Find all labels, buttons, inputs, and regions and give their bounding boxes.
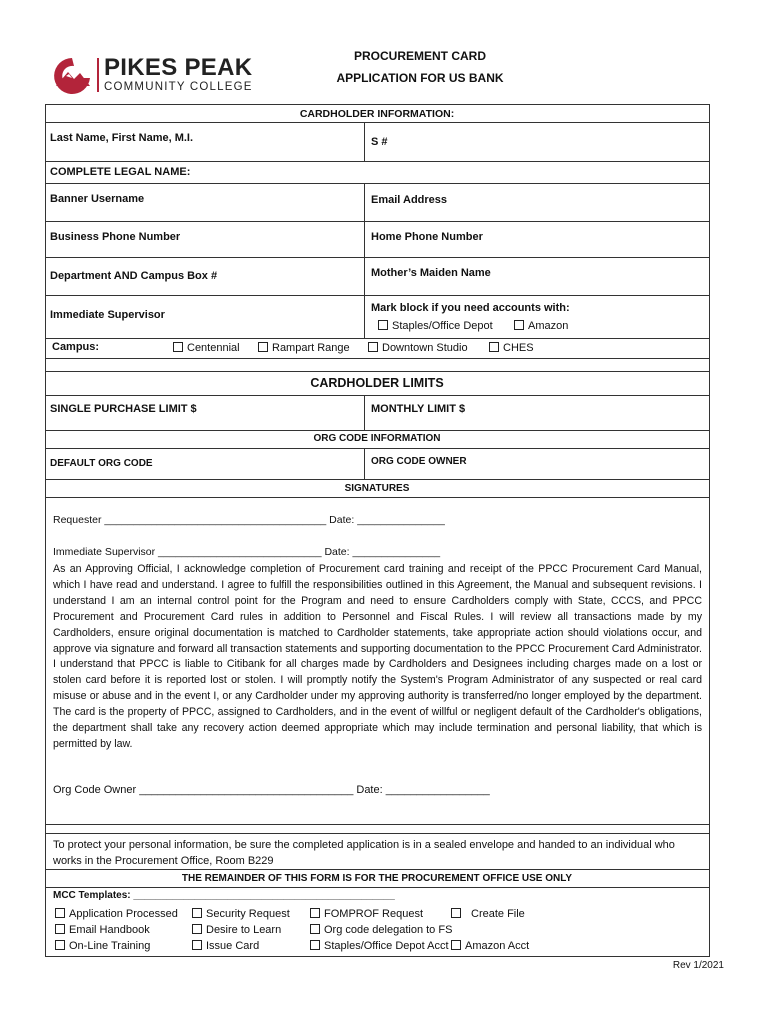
campus-option-rampart-range[interactable]: Rampart Range [258, 342, 350, 354]
privacy-notice: To protect your personal information, be sure the completed application is in a sealed envelope and handed to an individual who works in the Procurement Office, Room B229 [53, 839, 675, 867]
checkbox-icon[interactable] [310, 908, 320, 918]
office-check-desire-to-learn[interactable]: Desire to Learn [192, 924, 281, 936]
checkbox-icon[interactable] [451, 940, 461, 950]
last-name-field[interactable] [46, 123, 363, 160]
section-org-code: ORG CODE INFORMATION [313, 433, 441, 444]
checkbox-icon[interactable] [192, 940, 202, 950]
office-check-staples-acct[interactable]: Staples/Office Depot Acct [310, 940, 449, 952]
department-label: Department AND Campus Box # [50, 270, 218, 282]
campus-option-ches[interactable]: CHES [489, 342, 534, 354]
checkbox-icon[interactable] [55, 908, 65, 918]
s-number-label: S # [371, 136, 388, 148]
supervisor-signature-line[interactable]: Immediate Supervisor ____________________________ Date: _______________ [53, 546, 441, 558]
checkbox-icon[interactable] [55, 924, 65, 934]
form-title-line1: PROCUREMENT CARD [354, 49, 486, 63]
checkbox-icon[interactable] [55, 940, 65, 950]
logo-subtitle: COMMUNITY COLLEGE [104, 81, 253, 93]
requester-signature-line[interactable]: Requester ______________________________________ Date: _______________ [53, 514, 445, 526]
single-purchase-limit-field[interactable] [200, 396, 363, 429]
supervisor-label: Immediate Supervisor [50, 309, 165, 321]
banner-username-field[interactable] [46, 184, 363, 220]
home-phone-field[interactable] [365, 222, 708, 256]
legal-name-field[interactable] [200, 162, 708, 182]
checkbox-icon[interactable] [192, 924, 202, 934]
checkbox-icon[interactable] [489, 342, 499, 352]
checkbox-icon[interactable] [310, 940, 320, 950]
logo-name: PIKES PEAK [104, 54, 253, 81]
org-code-owner-field[interactable] [470, 449, 708, 478]
maiden-name-field[interactable] [365, 258, 708, 294]
office-check-org-code-delegation[interactable]: Org code delegation to FS [310, 924, 452, 936]
checkbox-icon[interactable] [310, 924, 320, 934]
org-code-owner-label: ORG CODE OWNER [371, 456, 467, 467]
last-name-label: Last Name, First Name, M.I. [50, 132, 194, 144]
business-phone-label: Business Phone Number [50, 231, 181, 243]
single-purchase-limit-label: SINGLE PURCHASE LIMIT $ [50, 403, 197, 415]
checkbox-icon[interactable] [173, 342, 183, 352]
default-org-code-field[interactable] [150, 449, 363, 478]
section-office-use: THE REMAINDER OF THIS FORM IS FOR THE PROCUREMENT OFFICE USE ONLY [181, 873, 573, 884]
office-check-email-handbook[interactable]: Email Handbook [55, 924, 150, 936]
office-check-amazon-acct[interactable]: Amazon Acct [451, 940, 529, 952]
maiden-name-label: Mother’s Maiden Name [371, 267, 491, 279]
email-label: Email Address [371, 194, 448, 206]
office-check-fomprof-request[interactable]: FOMPROF Request [310, 908, 423, 920]
business-phone-field[interactable] [46, 222, 363, 256]
college-logo [52, 54, 262, 96]
approving-official-statement: As an Approving Official, I acknowledge completion of Procurement card training and receipt of the PPCC Procurement Card Manual, which I have read and understand. I agree to fulfill the responsibilities outlined in this Agreement, the Manual and subsequent revisions. I understand I am an internal control point for the Program and need to ensure Cardholders comply with State, CCCS, and PPCC Procurement and Procurement Card rules in addition to Personnel and Fiscal Rules. I will review all transactions made by my Cardholders, ensure original documentation is matched to Cardholder statements, take appropriate action should violations occur, and approve via signature and forward all transaction statements and supporting documentation to the PPCC Procurement Card Administrator. I understand that PPCC is liable to Citibank for all charges made by Cardholders and Designees including charges made on a lost or stolen card before it is reported lost or stolen. I will promptly notify the System's Program Administrator of any suspected or real card misuse or abuse and in the event I, or any Cardholder under my approving authority is transferred/no longer employed by the department. The card is the property of PPCC, assigned to Cardholders, and in the event of willful or negligent default of the Cardholder's obligations, the department shall take any recovery action deemed appropriate which may include termination and personal liability, that which is permitted by law. [53, 563, 702, 750]
s-number-field[interactable] [365, 123, 708, 160]
checkbox-icon[interactable] [192, 908, 202, 918]
form-title-line2: APPLICATION FOR US BANK [336, 71, 504, 85]
campus-option-centennial[interactable]: Centennial [173, 342, 240, 354]
account-option-amazon[interactable]: Amazon [514, 320, 568, 332]
campus-option-downtown-studio[interactable]: Downtown Studio [368, 342, 468, 354]
email-field[interactable] [365, 184, 708, 220]
account-option-staples[interactable]: Staples/Office Depot [378, 320, 493, 332]
mcc-templates-label[interactable]: MCC Templates: _______________________________________________ [53, 890, 395, 901]
office-check-create-file[interactable]: Create File [451, 908, 525, 920]
monthly-limit-field[interactable] [470, 396, 708, 429]
org-code-owner-signature-line[interactable]: Org Code Owner ___________________________________ Date: _________________ [53, 784, 490, 796]
office-check-online-training[interactable]: On-Line Training [55, 940, 150, 952]
checkbox-icon[interactable] [378, 320, 388, 330]
default-org-code-label: DEFAULT ORG CODE [50, 458, 153, 469]
section-cardholder-limits: CARDHOLDER LIMITS [310, 376, 444, 390]
department-field[interactable] [46, 258, 363, 294]
office-check-security-request[interactable]: Security Request [192, 908, 290, 920]
mountain-logo-icon [52, 56, 92, 96]
campus-label: Campus: [52, 341, 100, 353]
checkbox-icon[interactable] [258, 342, 268, 352]
home-phone-label: Home Phone Number [371, 231, 483, 243]
logo-divider [97, 58, 99, 92]
section-cardholder-info: CARDHOLDER INFORMATION: [299, 108, 455, 120]
legal-name-label: COMPLETE LEGAL NAME: [50, 166, 191, 178]
checkbox-icon[interactable] [451, 908, 461, 918]
office-check-application-processed[interactable]: Application Processed [55, 908, 178, 920]
accounts-label: Mark block if you need accounts with: [371, 302, 570, 314]
monthly-limit-label: MONTHLY LIMIT $ [371, 403, 466, 415]
revision-label: Rev 1/2021 [672, 960, 724, 971]
section-signatures: SIGNATURES [344, 483, 410, 494]
checkbox-icon[interactable] [368, 342, 378, 352]
supervisor-field[interactable] [46, 296, 363, 337]
banner-username-label: Banner Username [50, 193, 145, 205]
office-check-issue-card[interactable]: Issue Card [192, 940, 259, 952]
checkbox-icon[interactable] [514, 320, 524, 330]
